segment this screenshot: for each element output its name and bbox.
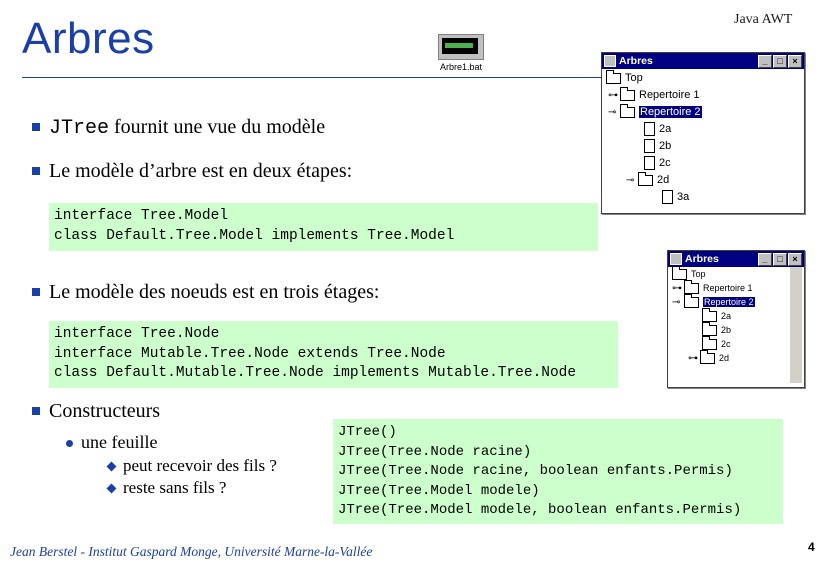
tree-node-2b[interactable]: 2b xyxy=(702,324,731,337)
code-block-constructors: JTree() JTree(Tree.Node racine) JTree(Tree.Node racine, boolean enfants.Permis) JTree(Tree.Model modele) JTree(Tree.Model modele, boolean enfants.Permis) xyxy=(333,419,783,524)
java-cup-icon xyxy=(604,55,616,67)
batch-file-icon xyxy=(438,34,484,60)
tree-node-repertoire-2[interactable] xyxy=(608,105,702,120)
bullet-text: Le modèle des noeuds est en trois étages: xyxy=(49,281,380,303)
folder-icon xyxy=(684,283,699,294)
document-icon xyxy=(662,190,673,204)
maximize-button[interactable]: □ xyxy=(773,55,787,68)
bullet-jtree xyxy=(32,116,325,140)
folder-icon xyxy=(702,311,717,322)
sub-sub-bullet-b xyxy=(108,478,226,498)
desktop-shortcut[interactable] xyxy=(437,34,485,72)
bullet-node-model xyxy=(32,281,379,304)
tree-window-expanded xyxy=(601,52,805,214)
sub-sub-bullet-text: peut recevoir des fils ? xyxy=(123,456,277,475)
sub-bullet-leaf xyxy=(66,432,157,453)
tree-node-top[interactable]: Top xyxy=(672,268,706,281)
folder-icon xyxy=(702,325,717,336)
bullet-text: fournit une vue du modèle xyxy=(109,116,326,138)
header-tag: Java AWT xyxy=(734,12,793,27)
collapse-handle-icon[interactable]: ⊸ xyxy=(626,175,635,186)
java-cup-icon xyxy=(670,253,682,265)
window-title: Arbres xyxy=(685,253,719,265)
folder-icon xyxy=(702,339,717,350)
selected-node-label: Repertoire 2 xyxy=(704,297,754,307)
bullet-constructors xyxy=(32,400,160,423)
tree-node-2b[interactable]: 2b xyxy=(644,139,671,154)
tree-node-2c[interactable]: 2c xyxy=(702,338,731,351)
expand-handle-icon[interactable]: ⊶ xyxy=(672,283,682,294)
bullet-square-icon xyxy=(32,167,40,175)
bullet-dot-icon xyxy=(66,440,73,447)
maximize-button[interactable]: □ xyxy=(773,253,787,266)
folder-icon xyxy=(672,269,687,280)
collapse-handle-icon[interactable]: ⊸ xyxy=(608,107,617,118)
folder-icon xyxy=(620,107,635,118)
window-titlebar[interactable] xyxy=(602,53,804,69)
tree-node-repertoire-1[interactable]: ⊶ Repertoire 1 xyxy=(672,283,753,294)
sub-sub-bullet-text: reste sans fils ? xyxy=(123,478,227,497)
bullet-code: JTree xyxy=(49,117,110,140)
slide-title: Arbres xyxy=(22,14,155,63)
selected-node-label: Repertoire 2 xyxy=(640,106,701,118)
tree-node-repertoire-1[interactable]: ⊶ Repertoire 1 xyxy=(608,89,700,101)
document-icon xyxy=(644,139,655,153)
folder-icon xyxy=(606,73,621,84)
window-titlebar[interactable] xyxy=(668,251,804,267)
tree-node-repertoire-2[interactable] xyxy=(672,296,755,309)
tree-node-2a[interactable]: 2a xyxy=(644,122,671,137)
bullet-square-icon xyxy=(32,407,40,415)
tree-node-2d[interactable]: ⊶ 2d xyxy=(688,353,730,364)
sub-sub-bullet-a xyxy=(108,456,277,476)
window-title: Arbres xyxy=(619,55,653,67)
tree-window-narrow xyxy=(667,250,805,388)
bullet-text: Le modèle d’arbre est en deux étapes: xyxy=(49,160,353,182)
folder-icon xyxy=(684,297,699,308)
tree-node-2c[interactable]: 2c xyxy=(644,156,671,171)
tree-node-2a[interactable]: 2a xyxy=(702,310,731,323)
tree-view[interactable] xyxy=(602,69,804,211)
folder-icon xyxy=(700,353,715,364)
desktop-shortcut-label: Arbre1.bat xyxy=(439,62,483,72)
tree-node-2d[interactable]: ⊸ 2d xyxy=(626,174,670,186)
document-icon xyxy=(644,156,655,170)
bullet-model xyxy=(32,160,352,183)
close-button[interactable]: × xyxy=(788,55,802,68)
code-block-tree-node: interface Tree.Node interface Mutable.Tree.Node extends Tree.Node class Default.Mutable.Tree.Node implements Mutable.Tree.Node xyxy=(49,321,618,388)
tree-view[interactable] xyxy=(668,267,804,385)
code-block-tree-model: interface Tree.Model class Default.Tree.Model implements Tree.Model xyxy=(49,203,598,251)
collapse-handle-icon[interactable]: ⊸ xyxy=(672,297,681,308)
sub-bullet-text: une feuille xyxy=(81,432,158,452)
expand-handle-icon[interactable]: ⊶ xyxy=(608,90,618,101)
close-button[interactable]: × xyxy=(788,253,802,266)
bullet-diamond-icon xyxy=(107,462,117,472)
bullet-square-icon xyxy=(32,123,40,131)
bullet-square-icon xyxy=(32,288,40,296)
minimize-button[interactable]: _ xyxy=(758,55,772,68)
bullet-diamond-icon xyxy=(107,484,117,494)
tree-node-3a[interactable]: 3a xyxy=(662,190,689,205)
vertical-scrollbar[interactable] xyxy=(790,267,802,383)
page-number: 4 xyxy=(808,540,815,554)
tree-node-top[interactable]: Top xyxy=(606,71,643,86)
expand-handle-icon[interactable]: ⊶ xyxy=(688,353,698,364)
folder-icon xyxy=(620,90,635,101)
footer-credit: Jean Berstel - Institut Gaspard Monge, Université Marne-la-Vallée xyxy=(10,544,373,559)
bullet-text: Constructeurs xyxy=(49,400,161,422)
document-icon xyxy=(644,122,655,136)
folder-icon xyxy=(638,175,653,186)
minimize-button[interactable]: _ xyxy=(758,253,772,266)
